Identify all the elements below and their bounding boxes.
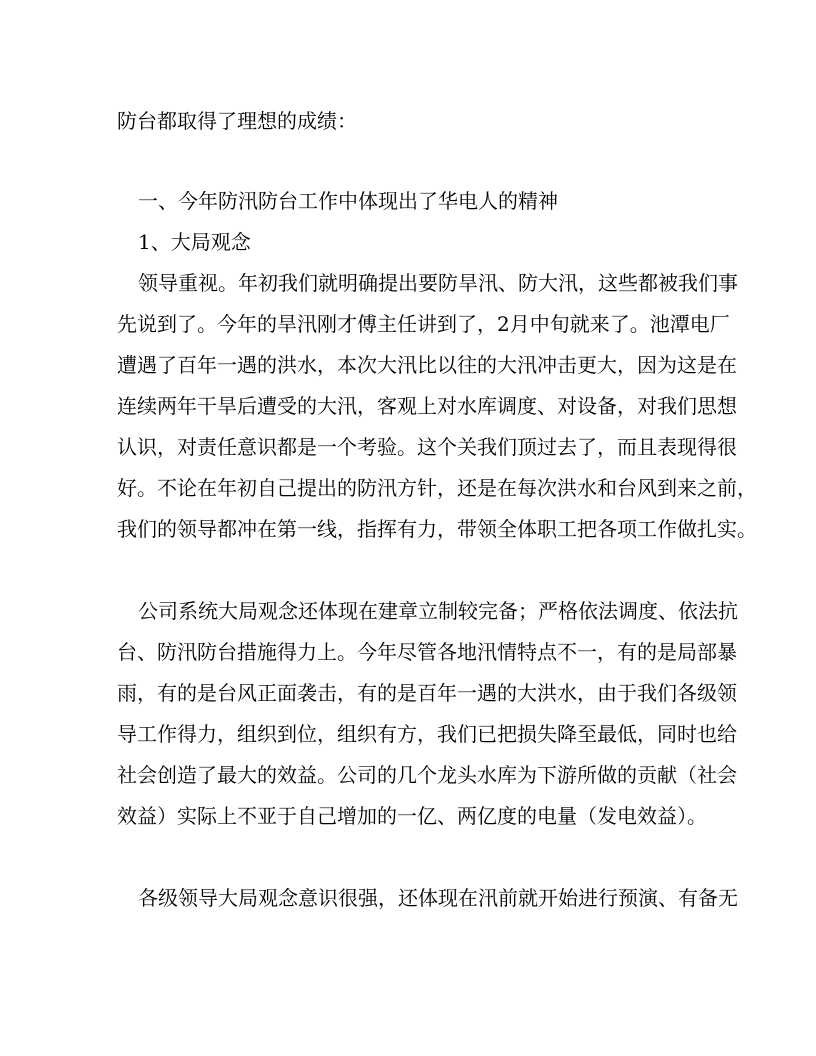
paragraph-line: 好。不论在年初自己提出的防汛方针，还是在每次洪水和台风到来之前， [117,476,757,500]
paragraph-line: 公司系统大局观念还体现在建章立制较完备；严格依法调度、依法抗 [138,599,738,623]
paragraph-line: 效益）实际上不亚于自己增加的一亿、两亿度的电量（发电效益）。 [117,804,707,828]
paragraph-line: 遭遇了百年一遇的洪水，本次大汛比以往的大汛冲击更大，因为这是在 [117,353,737,377]
paragraph-line: 导工作得力，组织到位，组织有方，我们已把损失降至最低，同时也给 [117,722,737,746]
paragraph-line: 连续两年干旱后遭受的大汛，客观上对水库调度、对设备，对我们思想 [117,394,737,418]
paragraph-line: 台、防汛防台措施得力上。今年尽管各地汛情特点不一，有的是局部暴 [117,640,737,664]
paragraph-line: 各级领导大局观念意识很强，还体现在汛前就开始进行预演、有备无 [138,886,738,910]
text-line: 防台都取得了理想的成绩： [117,109,357,133]
paragraph-line: 认识，对责任意识都是一个考验。这个关我们顶过去了，而且表现得很 [117,435,737,459]
paragraph-line: 先说到了。今年的旱汛刚才傅主任讲到了，2月中旬就来了。池潭电厂 [117,312,730,336]
paragraph-line: 雨，有的是台风正面袭击，有的是百年一遇的大洪水，由于我们各级领 [117,681,737,705]
section-heading: 一、今年防汛防台工作中体现出了华电人的精神 [138,189,558,213]
paragraph-line: 社会创造了最大的效益。公司的几个龙头水库为下游所做的贡献（社会 [117,763,737,787]
paragraph-line: 我们的领导都冲在第一线，指挥有力，带领全体职工把各项工作做扎实。 [117,517,757,541]
paragraph-line: 领导重视。年初我们就明确提出要防旱汛、防大汛，这些都被我们事 [138,271,738,295]
subsection-heading: 1、大局观念 [138,230,251,254]
